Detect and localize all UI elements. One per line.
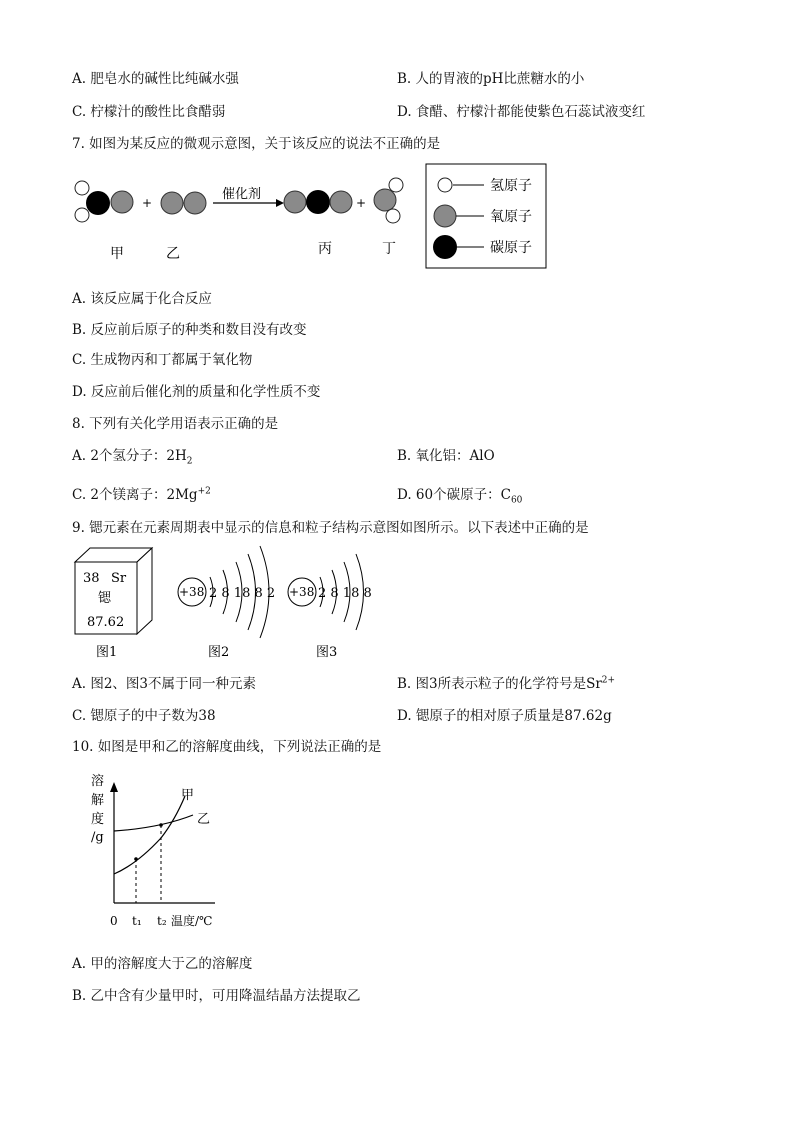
q9-option-b: B. 图3所表示粒子的化学符号是$Sr^{2+}$ [397, 675, 616, 692]
q6-option-b: B. 人的胃液的pH比蔗糖水的小 [397, 71, 585, 87]
curve-jia-label: 甲 [181, 788, 195, 803]
t1-label: t₁ [132, 914, 142, 928]
curve-yi-label: 乙 [197, 812, 211, 827]
caption-fig1: 图1 [96, 645, 118, 660]
ion-structure-fig3 [288, 554, 372, 630]
q9-option-c: C. 锶原子的中子数为38 [72, 708, 216, 724]
ylabel-2: 解 [91, 793, 105, 808]
element-symbol: Sr [111, 571, 127, 586]
solubility-chart [85, 768, 245, 933]
atomic-number: 38 [83, 571, 100, 586]
q8-option-d: D. 60个碳原子：$C_{60}$ [397, 487, 523, 506]
q8-stem: 8. 下列有关化学用语表示正确的是 [72, 416, 279, 432]
molecule-bing [284, 190, 352, 214]
oxygen-atom-icon [434, 205, 456, 227]
arrow-head-icon [276, 199, 284, 207]
q8-option-c: C. 2个镁离子：$2Mg^{+2}$ [72, 486, 211, 503]
legend-hydrogen: 氢原子 [490, 178, 532, 194]
label-yi: 乙 [166, 246, 180, 262]
legend-oxygen: 氧原子 [490, 209, 532, 225]
q8-option-a: A. 2个氢分子：$2H_2$ [72, 448, 193, 467]
q9-stem: 9. 锶元素在元素周期表中显示的信息和粒子结构示意图如图所示。以下表述中正确的是 [72, 520, 589, 536]
caption-fig3: 图3 [316, 645, 338, 660]
molecule-yi [161, 192, 206, 214]
origin-label: 0 [110, 914, 118, 928]
fig3-shells: 2 8 18 8 [318, 586, 372, 601]
molecule-jia [75, 181, 133, 222]
q9-option-a: A. 图2、图3不属于同一种元素 [72, 676, 257, 692]
label-bing: 丙 [318, 241, 332, 257]
fig2-nucleus: +38 [179, 585, 205, 599]
q7-option-c: C. 生成物丙和丁都属于氧化物 [72, 352, 253, 368]
q10-option-a: A. 甲的溶解度大于乙的溶解度 [72, 956, 253, 972]
q6-option-d: D. 食醋、柠檬汁都能使紫色石蕊试液变红 [397, 104, 646, 120]
curve-yi [114, 815, 193, 831]
ylabel-1: 溶 [91, 774, 105, 789]
caption-fig2: 图2 [208, 645, 230, 660]
legend-carbon: 碳原子 [490, 240, 532, 256]
element-cell [75, 548, 152, 634]
element-name: 锶 [98, 591, 112, 606]
catalyst-label: 催化剂 [222, 187, 262, 202]
atom-structure-fig2 [178, 546, 275, 638]
curve-jia [114, 796, 185, 874]
atomic-mass: 87.62 [87, 615, 125, 630]
plus-sign-2: + [356, 196, 367, 210]
plus-sign-1: + [142, 196, 153, 210]
label-jia: 甲 [110, 246, 124, 262]
hydrogen-atom-icon [438, 178, 452, 192]
fig2-shells: 2 8 18 8 2 [209, 586, 276, 601]
q6-option-a: A. 肥皂水的碱性比纯碱水强 [72, 71, 239, 87]
ylabel-4: /g [91, 830, 104, 845]
ylabel-3: 度 [91, 812, 105, 827]
t2-label: t₂ [157, 914, 167, 928]
label-ding: 丁 [382, 241, 396, 257]
xlabel: 温度/℃ [171, 914, 213, 928]
q7-option-a: A. 该反应属于化合反应 [72, 291, 212, 307]
carbon-atom-icon [433, 235, 457, 259]
q6-option-c: C. 柠檬汁的酸性比食醋弱 [72, 104, 226, 120]
q9-option-d: D. 锶原子的相对原子质量是87.62g [397, 708, 612, 724]
fig3-nucleus: +38 [289, 585, 315, 599]
molecule-ding [374, 178, 403, 223]
strontium-figures [70, 540, 390, 665]
q8-option-b: B. 氧化铝：AlO [397, 448, 495, 464]
q10-option-b: B. 乙中含有少量甲时，可用降温结晶方法提取乙 [72, 988, 361, 1004]
reaction-diagram [60, 158, 560, 273]
q10-stem: 10. 如图是甲和乙的溶解度曲线，下列说法正确的是 [72, 739, 382, 755]
y-axis-arrow-icon [110, 782, 118, 792]
q7-option-b: B. 反应前后原子的种类和数目没有改变 [72, 322, 307, 338]
q7-option-d: D. 反应前后催化剂的质量和化学性质不变 [72, 384, 321, 400]
q7-stem: 7. 如图为某反应的微观示意图，关于该反应的说法不正确的是 [72, 136, 441, 152]
